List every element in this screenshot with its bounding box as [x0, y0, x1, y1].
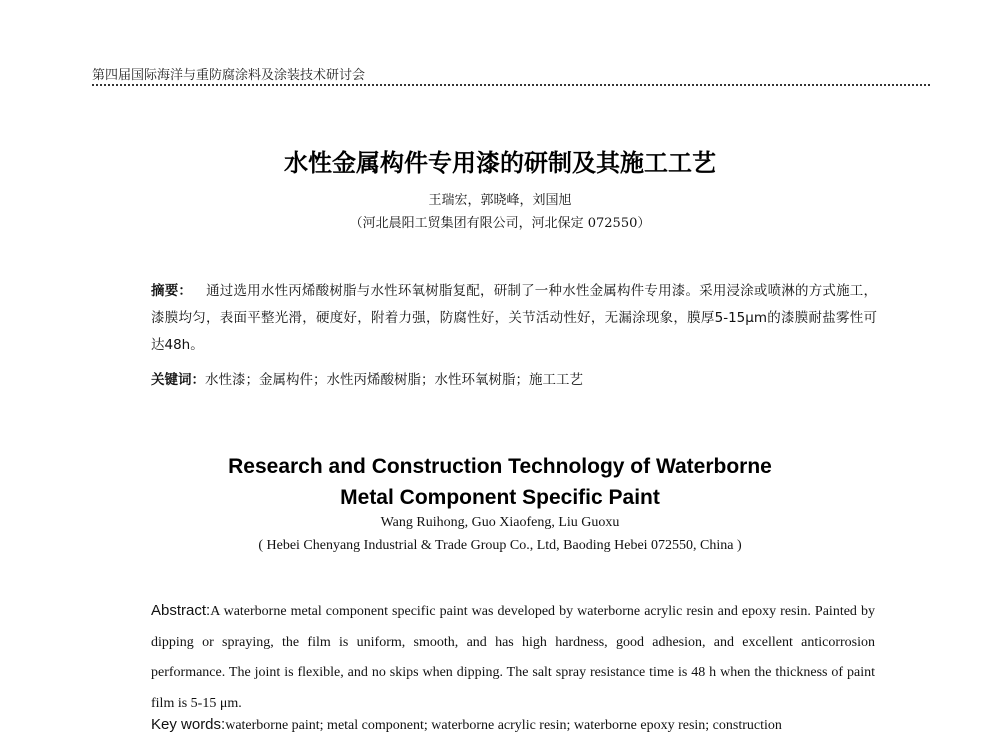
chinese-keywords-text: 水性漆；金属构件；水性丙烯酸树脂；水性环氧树脂；施工工艺 — [205, 372, 583, 388]
english-title-line2: Metal Component Specific Paint — [340, 486, 660, 509]
english-abstract-label: Abstract: — [151, 602, 211, 619]
english-abstract-text: A waterborne metal component specific paint was developed by waterborne acrylic resin and epoxy resin. Painted by dipping or spraying, the film is uniform, smooth, and has high hardness, good adhesion, and excellent anticorrosion performance. The joint is flexible, and no skips when dipping. The salt spray resistance time is 48 h when the thickness of paint film is 5-15 μm. — [151, 604, 875, 711]
english-keywords — [151, 716, 911, 734]
english-title — [0, 451, 1000, 513]
english-keywords-label: Key words: — [151, 716, 226, 733]
english-affiliation: ( Hebei Chenyang Industrial & Trade Group Co., Ltd, Baoding Hebei 072550, China ) — [258, 538, 742, 553]
chinese-abstract-label: 摘要： — [151, 283, 193, 299]
chinese-affiliation: （河北晨阳工贸集团有限公司，河北保定 072550） — [349, 216, 651, 231]
header-dotted-rule — [92, 84, 930, 86]
english-keywords-text: waterborne paint; metal component; waterborne acrylic resin; waterborne epoxy resin; construction — [225, 718, 782, 733]
chinese-abstract-text: 通过选用水性丙烯酸树脂与水性环氧树脂复配，研制了一种水性金属构件专用漆。采用浸涂或喷淋的方式施工，漆膜均匀，表面平整光滑，硬度好，附着力强，防腐性好，关节活动性好，无漏涂现象，膜厚5-15μm的漆膜耐盐雾性可达48h。 — [151, 283, 878, 353]
english-title-line1: Research and Construction Technology of Waterborne — [228, 455, 772, 478]
chinese-authors: 王瑞宏，郭晓峰，刘国旭 — [428, 193, 572, 208]
running-header: 第四届国际海洋与重防腐涂料及涂装技术研讨会 — [92, 68, 366, 83]
chinese-abstract — [151, 278, 877, 359]
chinese-keywords-label: 关键词： — [151, 372, 205, 388]
chinese-title: 水性金属构件专用漆的研制及其施工工艺 — [284, 149, 716, 177]
chinese-keywords — [151, 368, 877, 388]
english-authors: Wang Ruihong, Guo Xiaofeng, Liu Guoxu — [380, 515, 620, 530]
english-abstract — [151, 596, 875, 719]
